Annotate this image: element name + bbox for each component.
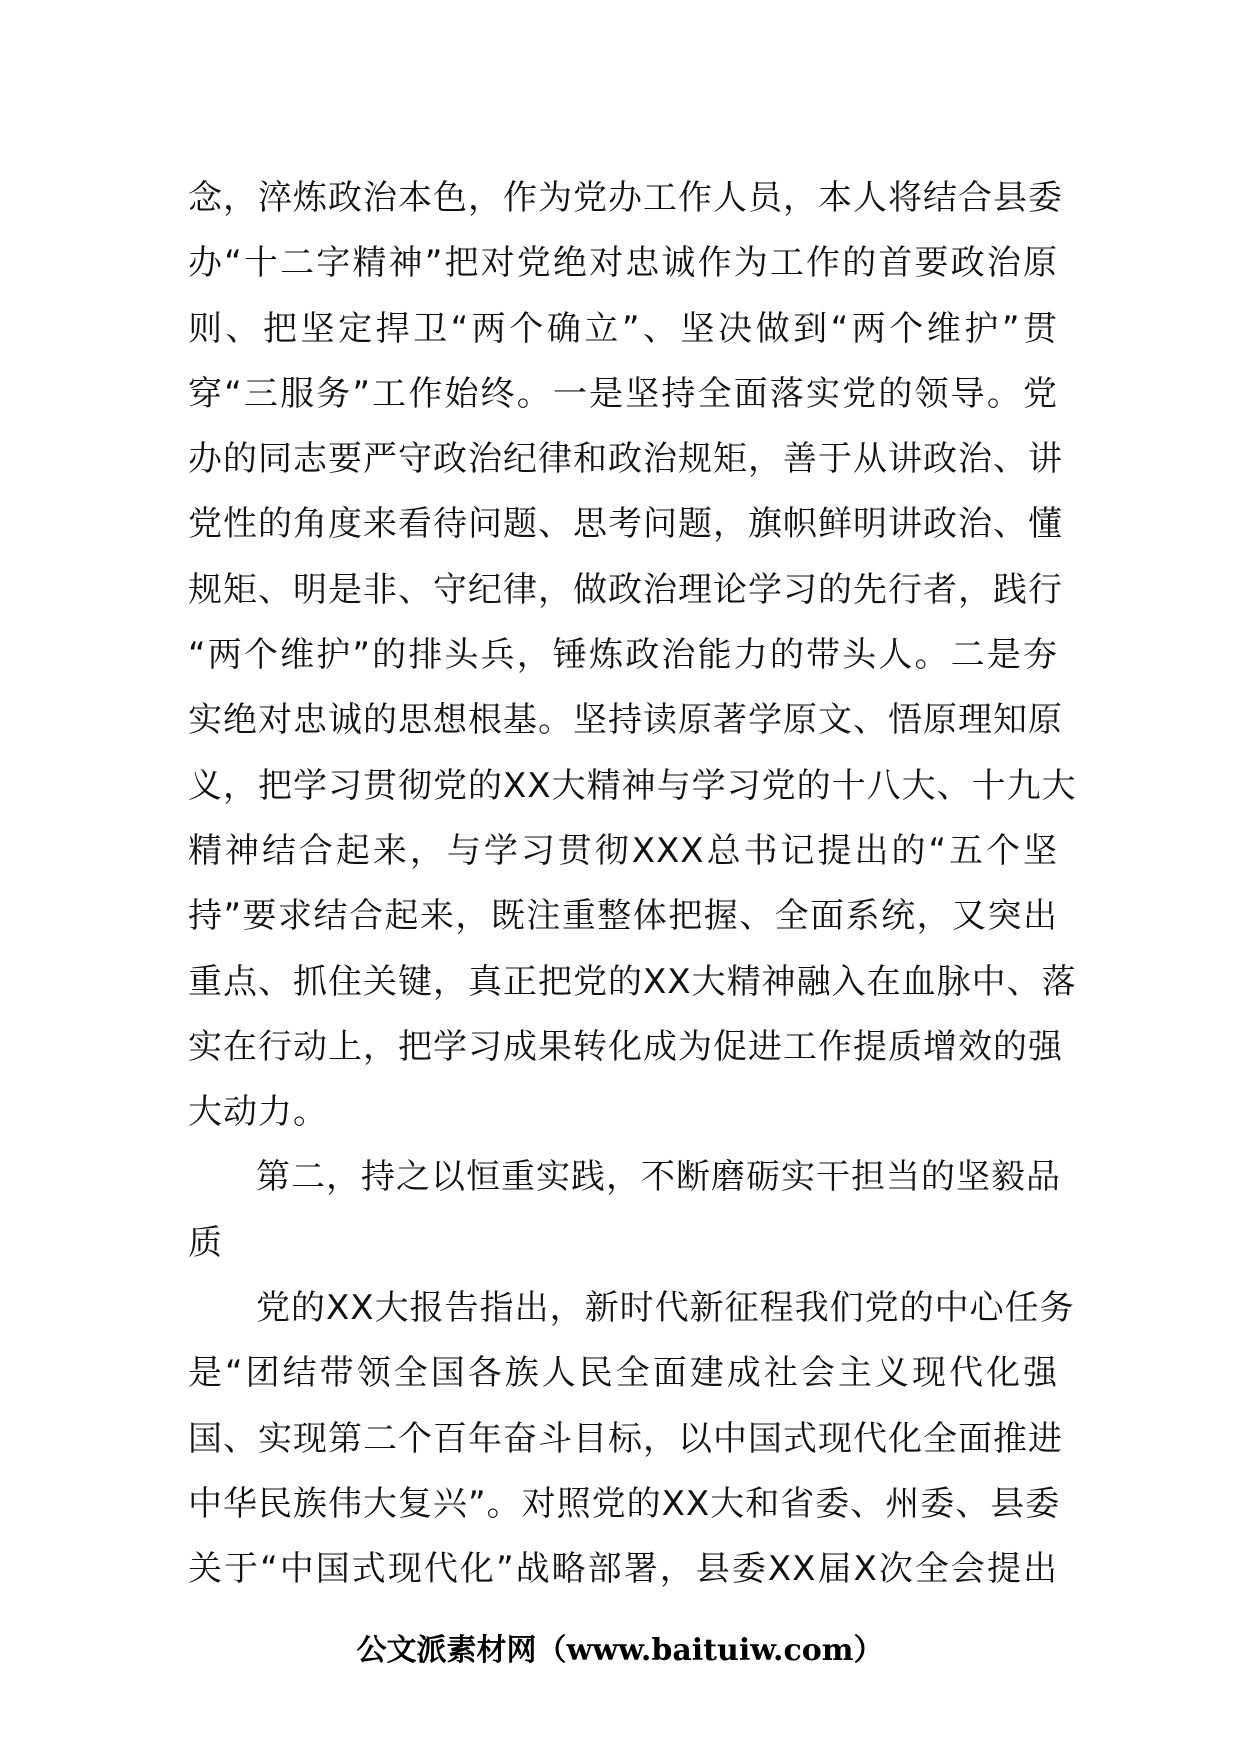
text-line: 实绝对忠诚的思想根基。坚持读原著学原文、悟原理知原 [188, 700, 1063, 741]
text-line: 国、实现第二个百年奋斗目标，以中国式现代化全面推进 [188, 1418, 1063, 1459]
text-line: 念，淬炼政治本色，作为党办工作人员，本人将结合县委 [188, 178, 1063, 218]
section-heading-continuation: 质 [188, 1222, 223, 1263]
text-line: 义，把学习贯彻党的XX大精神与学习党的十八大、十九大 [188, 765, 1077, 806]
text-line: “两个维护”的排头兵，锤炼政治能力的带头人。二是夯 [188, 635, 1058, 676]
text-line: 办的同志要严守政治纪律和政治规矩，善于从讲政治、讲 [188, 439, 1063, 480]
text-line: 办“十二字精神”把对党绝对忠诚作为工作的首要政治原 [188, 243, 1058, 284]
text-line: 党性的角度来看待问题、思考问题，旗帜鲜明讲政治、懂 [188, 504, 1063, 545]
section-heading: 第二，持之以恒重实践，不断磨砺实干担当的坚毅品 [256, 1157, 1061, 1198]
document-body [188, 166, 1077, 1603]
text-line: 党的XX大报告指出，新时代新征程我们党的中心任务 [256, 1288, 1075, 1329]
footer-watermark: 公文派素材网（www.baituiw.com） [356, 1633, 884, 1668]
text-line: 是“团结带领全国各族人民全面建成社会主义现代化强 [188, 1353, 1058, 1394]
text-line: 实在行动上，把学习成果转化成为促进工作提质增效的强 [188, 1026, 1063, 1067]
text-line: 关于“中国式现代化”战略部署，县委XX届X次全会提出 [188, 1549, 1058, 1590]
text-line: 精神结合起来，与学习贯彻XXX总书记提出的“五个坚 [188, 830, 1058, 871]
text-line: 规矩、明是非、守纪律，做政治理论学习的先行者，践行 [188, 569, 1063, 610]
text-line: 穿“三服务”工作始终。一是坚持全面落实党的领导。党 [188, 373, 1058, 414]
text-line: 重点、抓住关键，真正把党的XX大精神融入在血脉中、落 [188, 961, 1077, 1002]
text-line: 大动力。 [188, 1092, 328, 1133]
text-line: 则、把坚定捍卫“两个确立”、坚决做到“两个维护”贯 [188, 308, 1058, 349]
text-line: 中华民族伟大复兴”。对照党的XX大和省委、州委、县委 [188, 1483, 1061, 1524]
text-line: 持”要求结合起来，既注重整体把握、全面系统，又突出 [188, 896, 1058, 937]
